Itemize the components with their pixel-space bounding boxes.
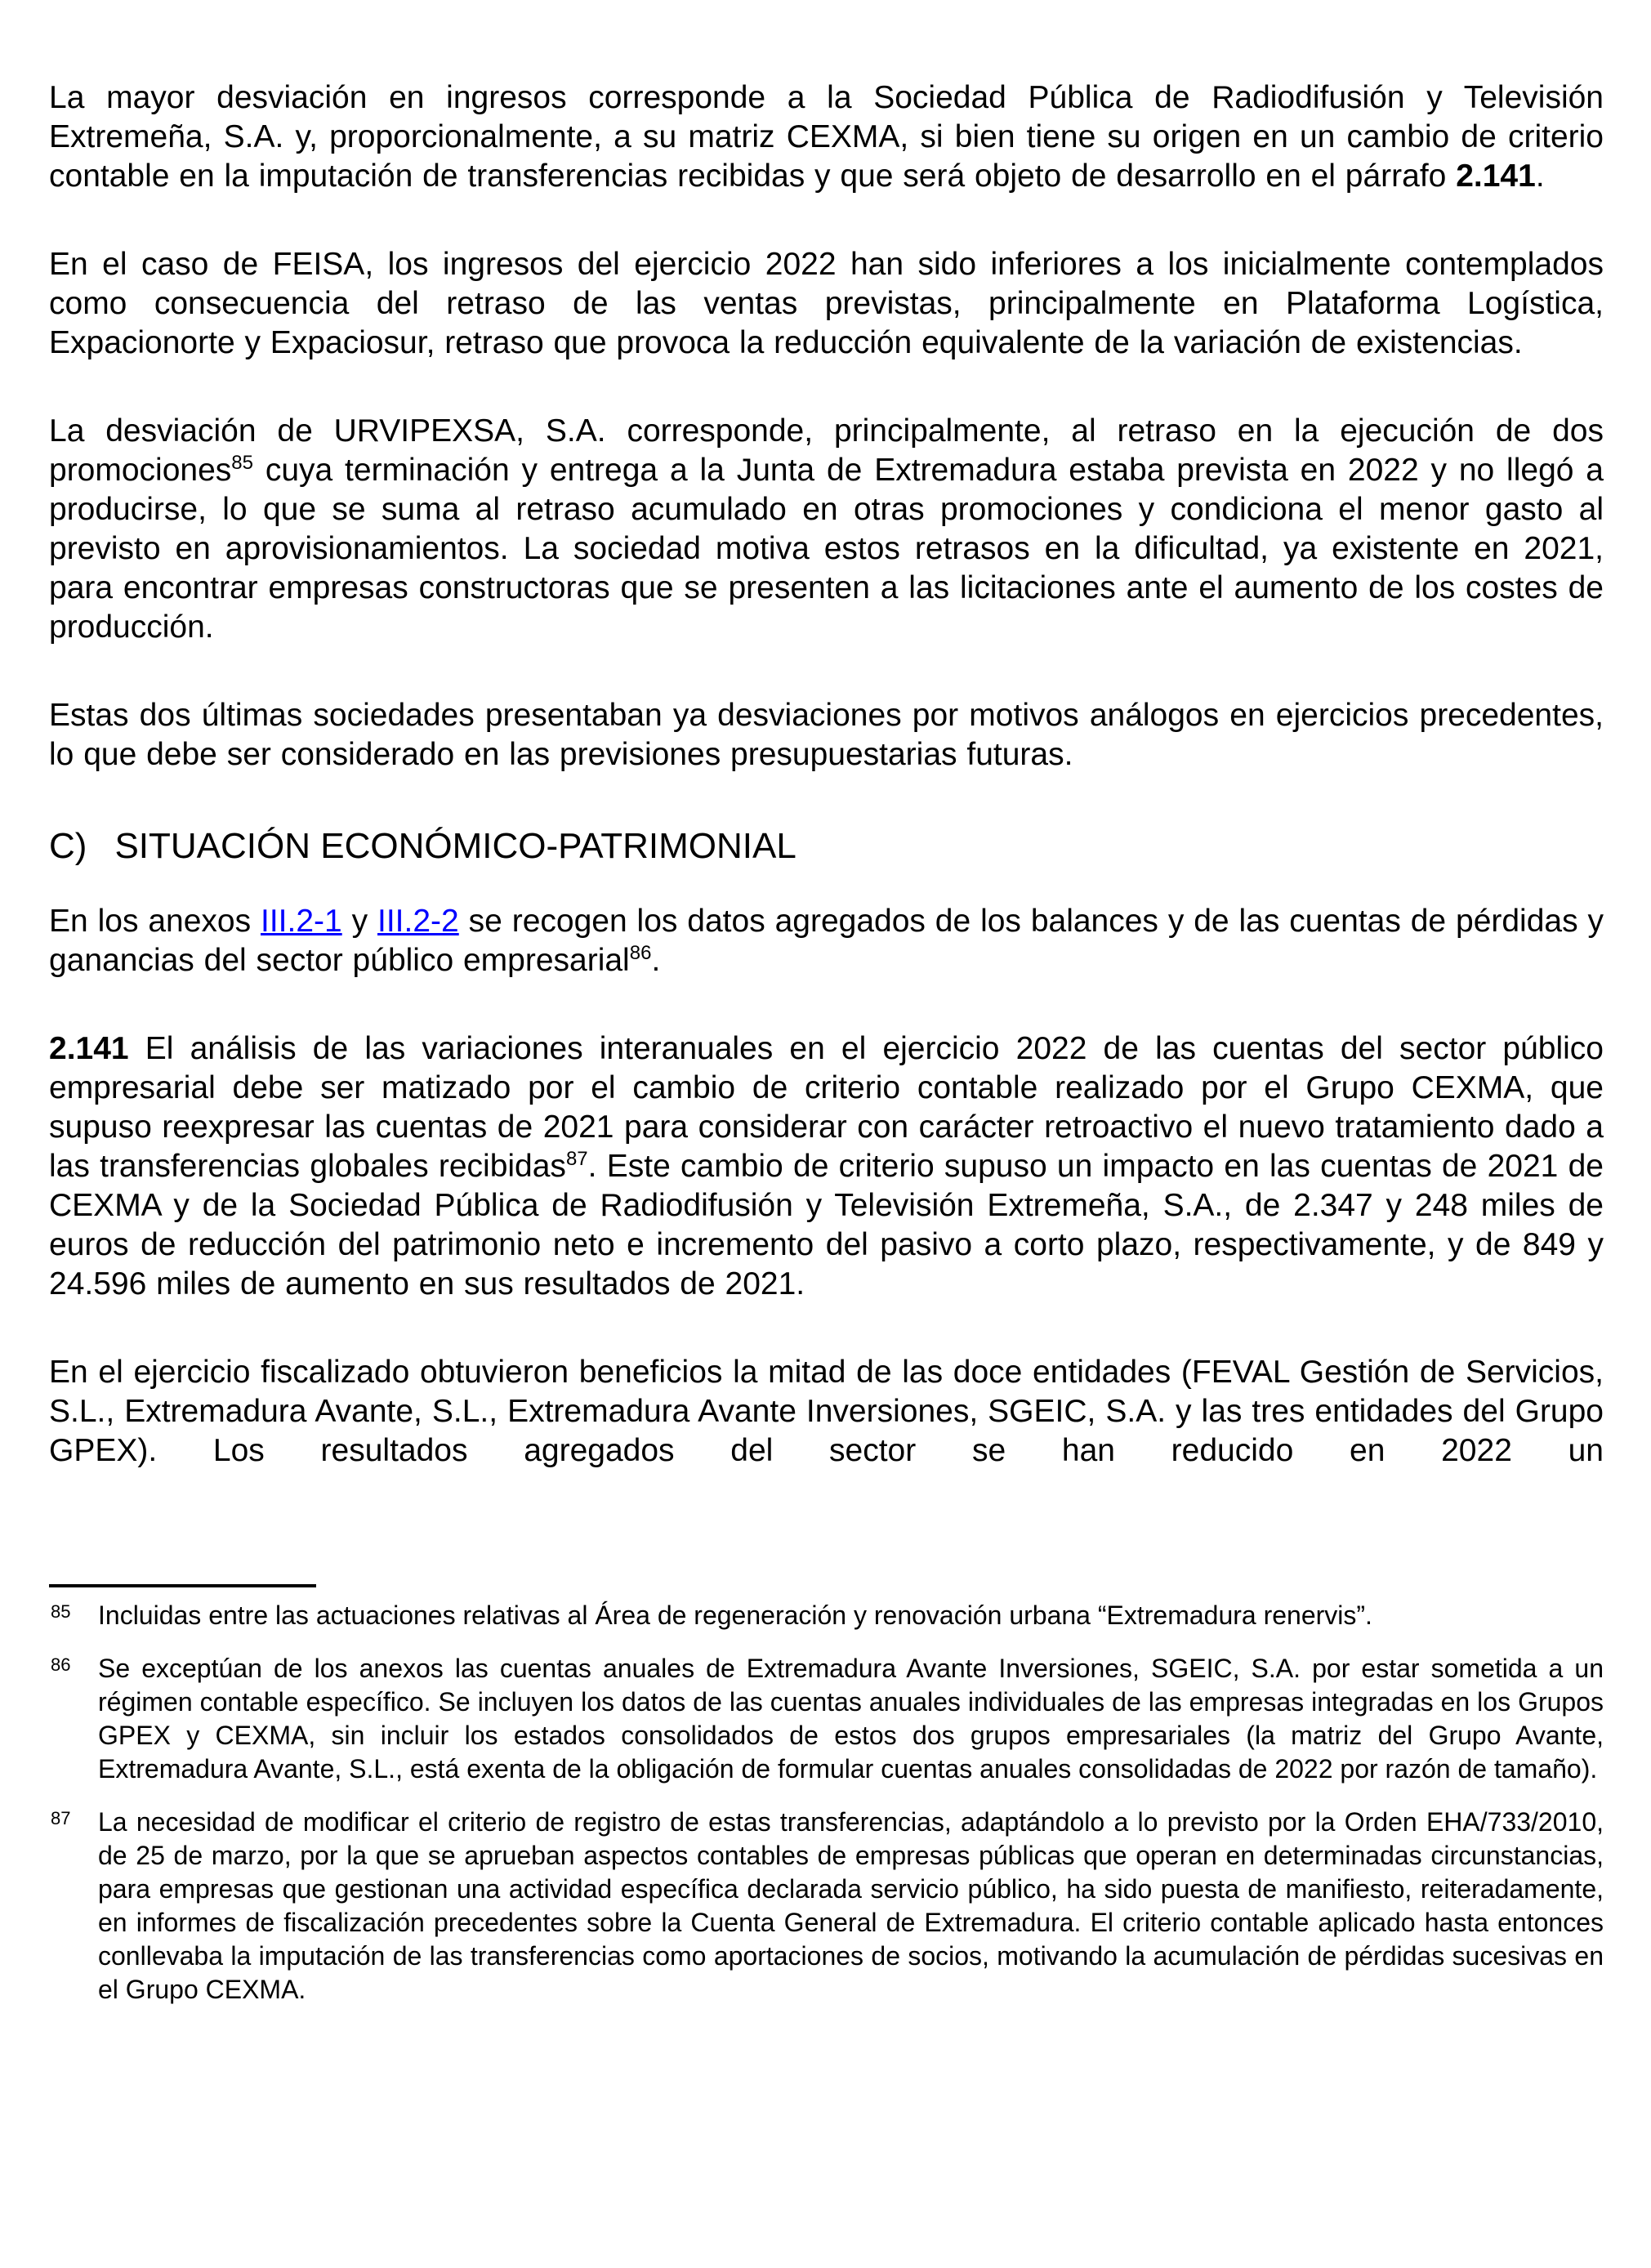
footnote-separator (49, 1584, 316, 1587)
paragraph-number-2-141: 2.141 (49, 1031, 129, 1066)
footnotes-section (49, 1584, 1604, 2007)
paragraph: En el caso de FEISA, los ingresos del ejercicio 2022 han sido inferiores a los inicialmente contemplados como consecuencia del retraso de las ventas previstas, principalmente en Plataforma Logística, Expacionorte y Expaciosur, retraso que provoca la reducción equivalente de la variación de existencias. (49, 247, 1604, 360)
footnote-marker: 85 (51, 1601, 71, 1622)
paragraph: Estas dos últimas sociedades presentaban ya desviaciones por motivos análogos en ejercicios precedentes, lo que debe ser considerado en las previsiones presupuestarias futuras. (49, 698, 1604, 772)
paragraph: La mayor desviación en ingresos corresponde a la Sociedad Pública de Radiodifusión y Televisión Extremeña, S.A. y, proporcionalmente, a su matriz CEXMA, si bien tiene su origen en un cambio de criterio contable en la imputación de transferencias recibidas y que será objeto de desarrollo en el párrafo 2.141. (49, 80, 1604, 194)
footnote-text: Incluidas entre las actuaciones relativas al Área de regeneración y renovación urbana “Extremadura renervis”. (98, 1601, 1372, 1630)
link-anexo-iii-2-1[interactable]: III.2-1 (261, 904, 342, 939)
paragraph: La desviación de URVIPEXSA, S.A. corresponde, principalmente, al retraso en la ejecución de dos promociones$^{85}$ cuya terminación y entrega a la Junta de Extremadura estaba prevista en 2022 y no llegó a producirse, lo que se suma al retraso acumulado en otras promociones y condiciona el menor gasto al previsto en aprovisionamientos. La sociedad motiva estos retrasos en la dificultad, ya existente en 2021, para encontrar empresas constructoras que se presenten a las licitaciones ante el aumento de los costes de producción. (49, 413, 1604, 645)
footnote-marker: 87 (51, 1808, 71, 1828)
section-heading (49, 824, 1604, 869)
paragraph: 2.141 El análisis de las variaciones interanuales en el ejercicio 2022 de las cuentas del sector público empresarial debe ser matizado por el cambio de criterio contable realizado por el Grupo CEXMA, que supuso reexpresar las cuentas de 2021 para considerar con carácter retroactivo el nuevo tratamiento dado a las transferencias globales recibidas$^{87}$. Este cambio de criterio supuso un impacto en las cuentas de 2021 de CEXMA y de la Sociedad Pública de Radiodifusión y Televisión Extremeña, S.A., de 2.347 y 248 miles de euros de reducción del patrimonio neto e incremento del pasivo a corto plazo, respectivamente, y de 849 y 24.596 miles de aumento en sus resultados de 2021. (49, 1031, 1604, 1301)
footnote-87 (49, 1806, 1604, 2007)
footnote-marker: 86 (51, 1654, 71, 1675)
link-anexo-iii-2-2[interactable]: III.2-2 (377, 904, 459, 939)
paragraph-ref-2-141: 2.141 (1456, 158, 1536, 194)
footnote-86 (49, 1652, 1604, 1786)
footnotes-list (49, 1599, 1604, 2007)
document-content (49, 0, 1604, 2007)
footnote-ref-85: 85 (231, 452, 253, 474)
paragraph: En el ejercicio fiscalizado obtuvieron beneficios la mitad de las doce entidades (FEVAL Gestión de Servicios, S.L., Extremadura Avante, S.L., Extremadura Avante Inversiones, SGEIC, S.A. y las tres entidades del Grupo GPEX). Los resultados agregados del sector se han reducido en 2022 un (49, 1355, 1604, 1468)
footnote-text: La necesidad de modificar el criterio de registro de estas transferencias, adaptándolo a lo previsto por la Orden EHA/733/2010, de 25 de marzo, por la que se aprueban aspectos contables de empresas públicas que operan en determinadas circunstancias, para empresas que gestionan una actividad específica declarada servicio público, ha sido puesta de manifiesto, reiteradamente, en informes de fiscalización precedentes sobre la Cuenta General de Extremadura. El criterio contable aplicado hasta entonces conllevaba la imputación de las transferencias como aportaciones de socios, motivando la acumulación de pérdidas sucesivas en el Grupo CEXMA. (98, 1807, 1604, 2004)
footnote-ref-86: 86 (629, 942, 652, 964)
footnote-text: Se exceptúan de los anexos las cuentas anuales de Extremadura Avante Inversiones, SGEIC, S.A. por estar sometida a un régimen contable específico. Se incluyen los datos de las cuentas anuales individuales de las empresas integradas en los Grupos GPEX y CEXMA, sin incluir los estados consolidados de estos dos grupos empresariales (la matriz del Grupo Avante, Extremadura Avante, S.L., está exenta de la obligación de formular cuentas anuales consolidadas de 2022 por razón de tamaño). (98, 1654, 1604, 1784)
section-heading-label: C) (49, 826, 87, 866)
section-heading-title: SITUACIÓN ECONÓMICO-PATRIMONIAL (114, 826, 796, 866)
paragraph: En los anexos III.2-1 y III.2-2 se recogen los datos agregados de los balances y de las cuentas de pérdidas y ganancias del sector público empresarial$^{86}$. (49, 904, 1604, 978)
document-body (49, 78, 1604, 1471)
footnote-85 (49, 1599, 1604, 1632)
footnote-ref-87: 87 (565, 1148, 588, 1170)
